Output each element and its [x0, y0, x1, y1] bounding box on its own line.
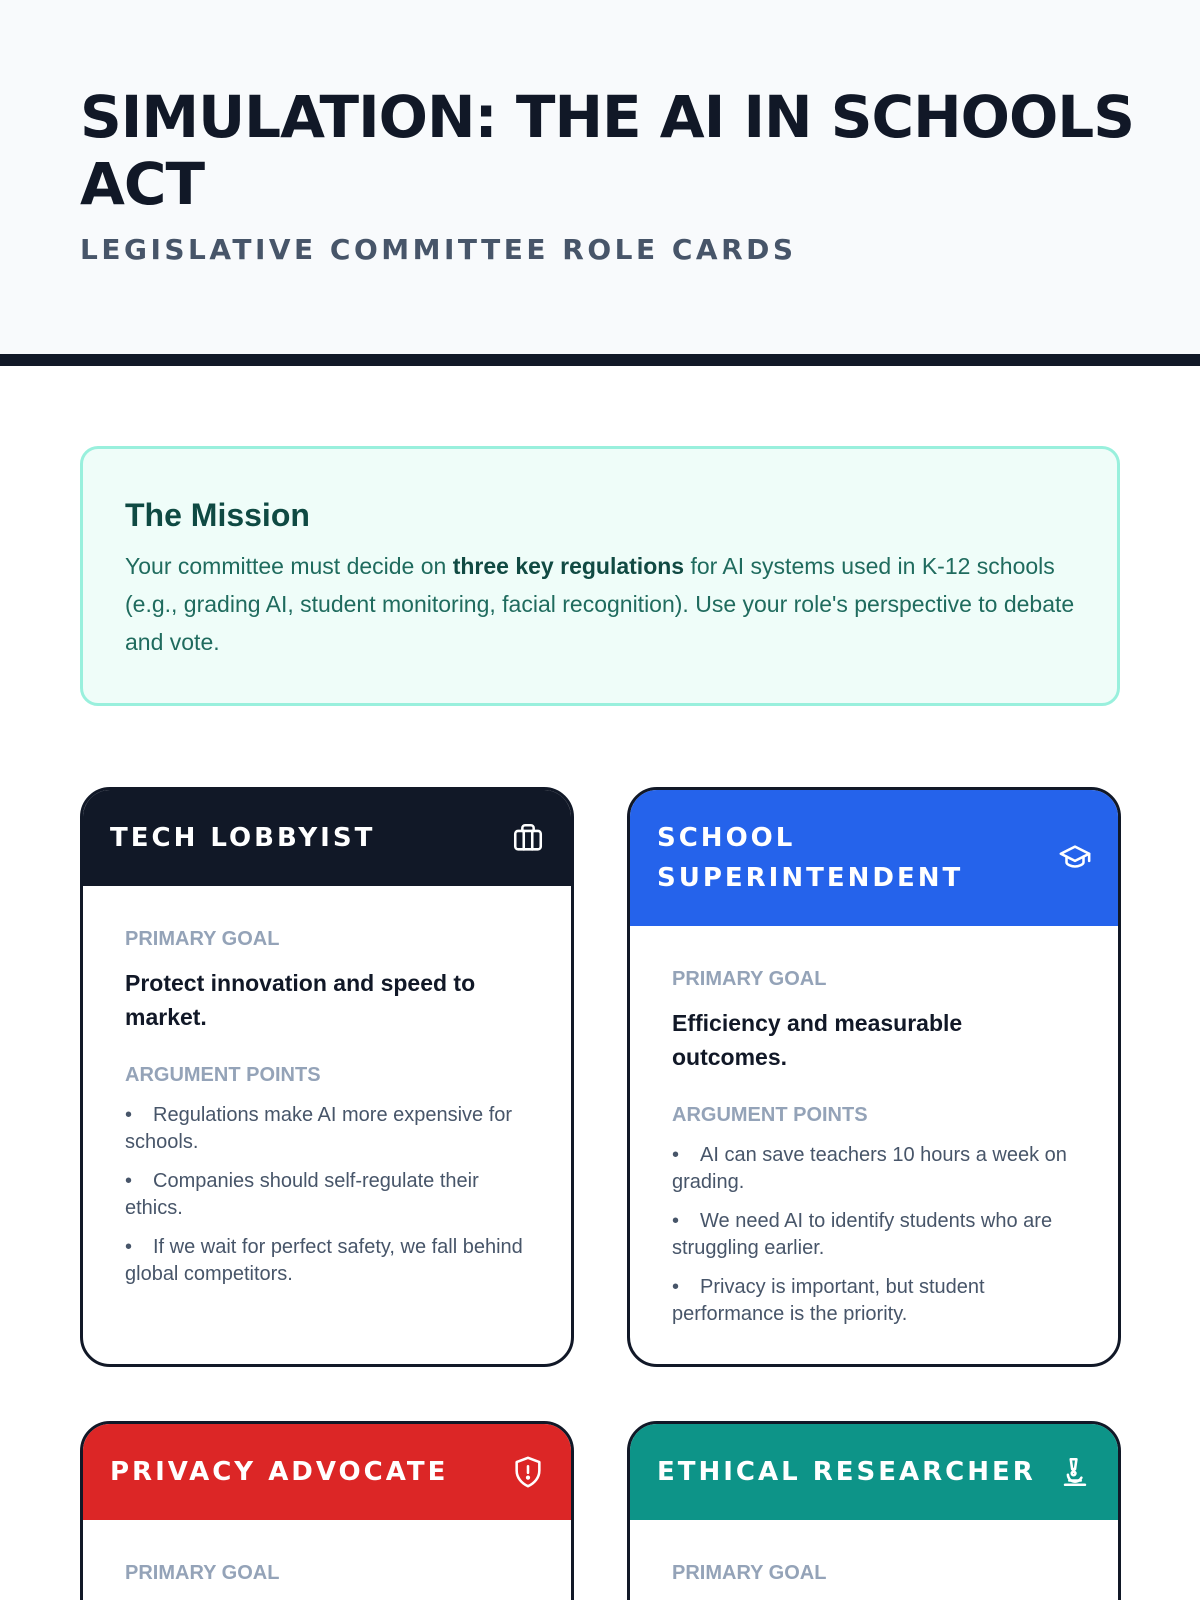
goal-text: Efficiency and measurable outcomes.	[672, 1010, 963, 1070]
role-card-body	[83, 1520, 571, 1600]
role-title: PRIVACY ADVOCATE	[110, 1457, 449, 1487]
list-item: • Privacy is important, but student performance is the priority.	[672, 1276, 985, 1325]
list-item: • We need AI to identify students who are struggling earlier.	[672, 1210, 1053, 1259]
page-header	[0, 0, 1200, 366]
list-item: • Companies should self-regulate their ethics.	[125, 1170, 479, 1219]
argument-points-list	[125, 1102, 529, 1288]
role-card-body	[630, 1520, 1118, 1600]
graduation-cap-icon	[1058, 841, 1092, 875]
argument-points-list	[672, 1142, 1076, 1328]
mission-title: The Mission	[125, 497, 310, 533]
role-card-header	[83, 790, 571, 886]
role-card-header	[630, 790, 1118, 926]
briefcase-icon	[511, 821, 545, 855]
mission-box	[80, 446, 1120, 706]
role-card-header	[83, 1424, 571, 1520]
shield-alert-icon	[511, 1455, 545, 1489]
role-card-header	[630, 1424, 1118, 1520]
goal-label: PRIMARY GOAL	[125, 928, 280, 950]
goal-label: PRIMARY GOAL	[672, 1562, 827, 1584]
points-label: ARGUMENT POINTS	[125, 1064, 321, 1086]
goal-label: PRIMARY GOAL	[672, 968, 827, 990]
page-subtitle: LEGISLATIVE COMMITTEE ROLE CARDS	[80, 233, 797, 266]
microscope-icon	[1058, 1455, 1092, 1489]
list-item: • AI can save teachers 10 hours a week on grading.	[672, 1144, 1067, 1193]
role-card-privacy-advocate	[80, 1421, 574, 1600]
role-title: SCHOOL SUPERINTENDENT	[657, 823, 964, 893]
role-card-tech-lobbyist	[80, 787, 574, 1367]
role-card-body	[83, 886, 571, 1340]
goal-text: Protect innovation and speed to market.	[125, 970, 476, 1030]
page-title: SIMULATION: THE AI IN SCHOOLS ACT	[80, 83, 1134, 218]
list-item: • If we wait for perfect safety, we fall behind global competitors.	[125, 1236, 523, 1285]
role-title: TECH LOBBYIST	[110, 823, 376, 853]
role-card-body	[630, 926, 1118, 1367]
role-card-ethical-researcher	[627, 1421, 1121, 1600]
mission-text-start: Your committee must decide on	[125, 553, 453, 579]
mission-text-emphasis: three key regulations	[452, 553, 685, 579]
list-item: • Regulations make AI more expensive for schools.	[125, 1104, 513, 1153]
mission-text	[125, 547, 1075, 661]
role-card-school-superintendent	[627, 787, 1121, 1367]
points-label: ARGUMENT POINTS	[672, 1104, 868, 1126]
mission-text-end: for AI systems used in K-12 schools (e.g., grading AI, student monitoring, facial recognition). Use your role's perspective to debate and vote.	[125, 553, 1075, 655]
role-title: ETHICAL RESEARCHER	[657, 1457, 1036, 1487]
goal-label: PRIMARY GOAL	[125, 1562, 280, 1584]
